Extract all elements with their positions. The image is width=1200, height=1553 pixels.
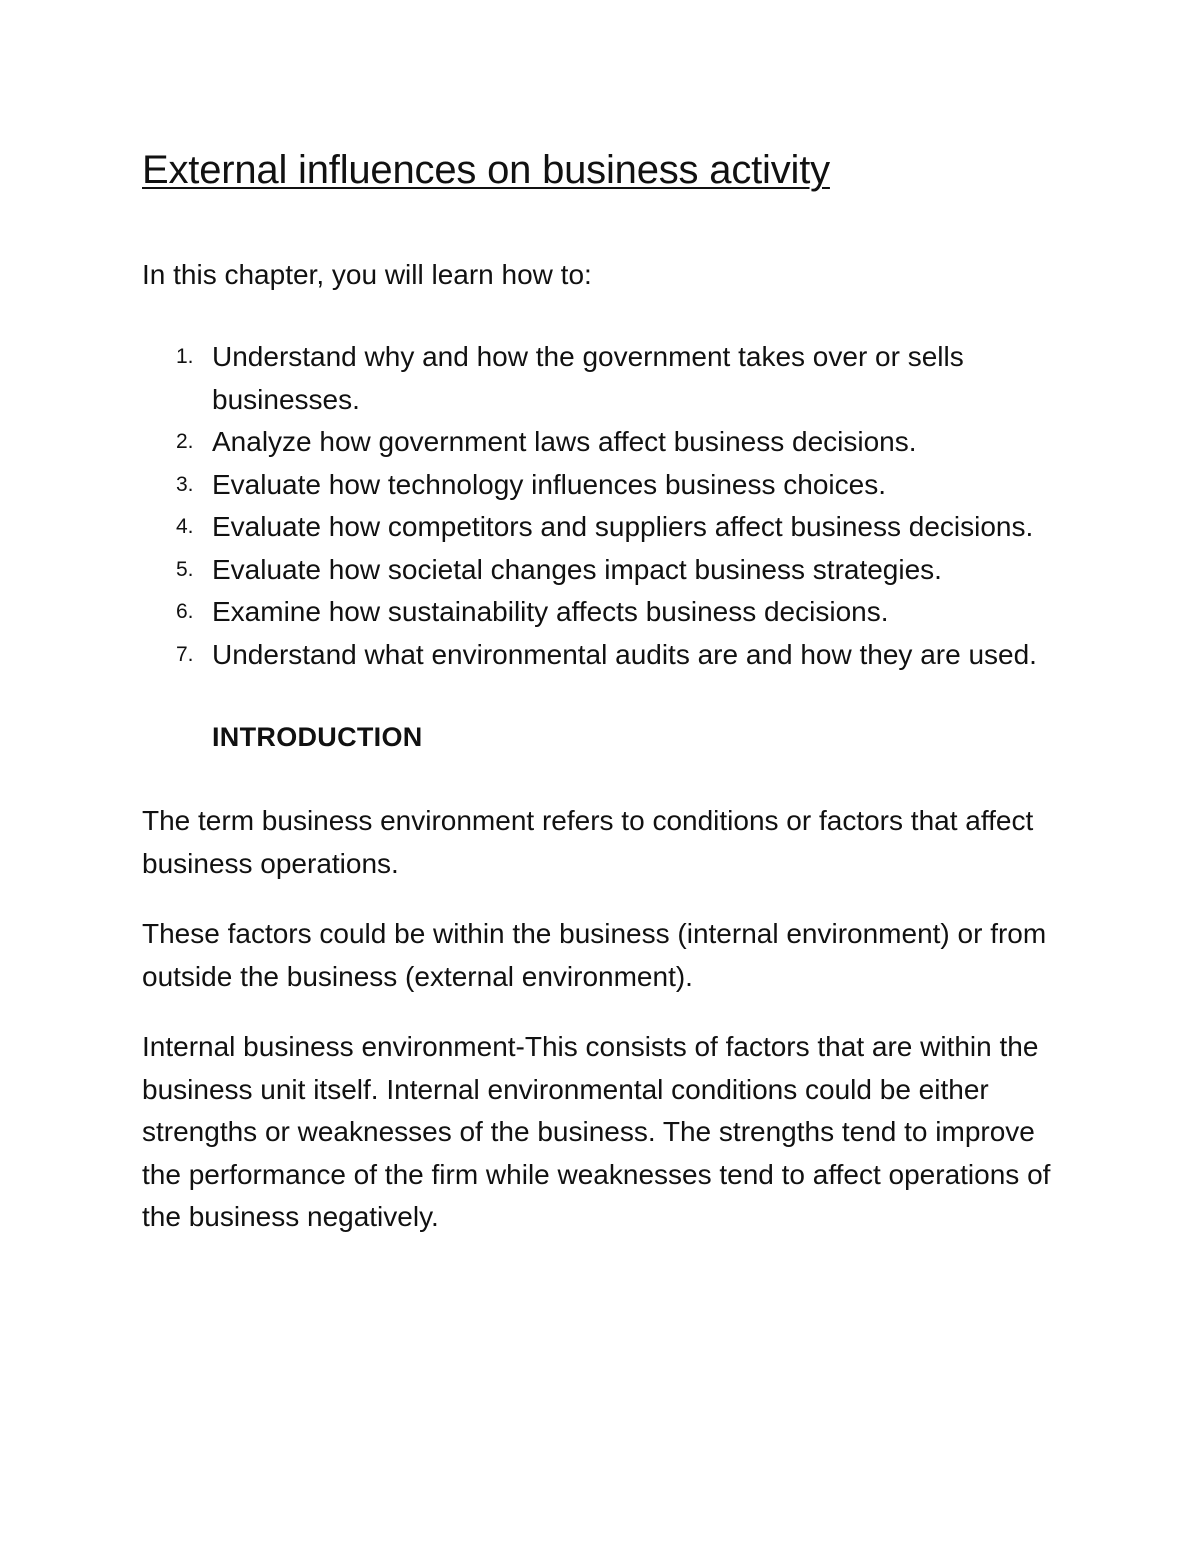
objective-text: Evaluate how technology influences business choices. [212, 468, 886, 500]
objective-number: 2. [176, 430, 194, 453]
objective-text: Evaluate how competitors and suppliers affect business decisions. [212, 511, 1034, 542]
objective-item [142, 591, 1062, 634]
objective-number: 6. [176, 600, 194, 623]
chapter-intro: In this chapter, you will learn how to: [142, 259, 592, 290]
objective-text: Evaluate how societal changes impact business strategies. [212, 553, 942, 585]
objective-item [142, 549, 1062, 592]
objective-text: Analyze how government laws affect business decisions. [212, 426, 917, 457]
objective-text: Examine how sustainability affects business decisions. [212, 596, 889, 627]
objective-text: Understand what environmental audits are and how they are used. [212, 638, 1037, 670]
objective-item [142, 634, 1062, 677]
objective-text: Understand why and how the government takes over or sells businesses. [212, 341, 964, 415]
objective-number: 4. [176, 515, 194, 538]
objective-item [142, 421, 1062, 464]
objective-item [142, 506, 1062, 549]
paragraph-business-environment: The term business environment refers to conditions or factors that affect business operations. [142, 805, 1034, 879]
section-heading-introduction: INTRODUCTION [212, 722, 423, 752]
document-page [142, 142, 1062, 1239]
objective-item [142, 464, 1062, 507]
objective-number: 7. [176, 642, 194, 666]
paragraph-internal-environment: Internal business environment-This consists of factors that are within the business unit itself. Internal environmental conditions could be either strengths or weaknesses of the business. The strengths tend to improve the performance of the firm while weaknesses tend to affect operations of the business negatively. [142, 1031, 1051, 1232]
objective-number: 5. [176, 557, 194, 581]
objective-number: 3. [176, 472, 194, 496]
objective-item [142, 336, 1062, 421]
paragraph-internal-external: These factors could be within the business (internal environment) or from outside the business (external environment). [142, 918, 1047, 992]
document-title: External influences on business activity [142, 148, 830, 192]
learning-objectives-list [142, 336, 1062, 676]
objective-number: 1. [176, 345, 194, 368]
